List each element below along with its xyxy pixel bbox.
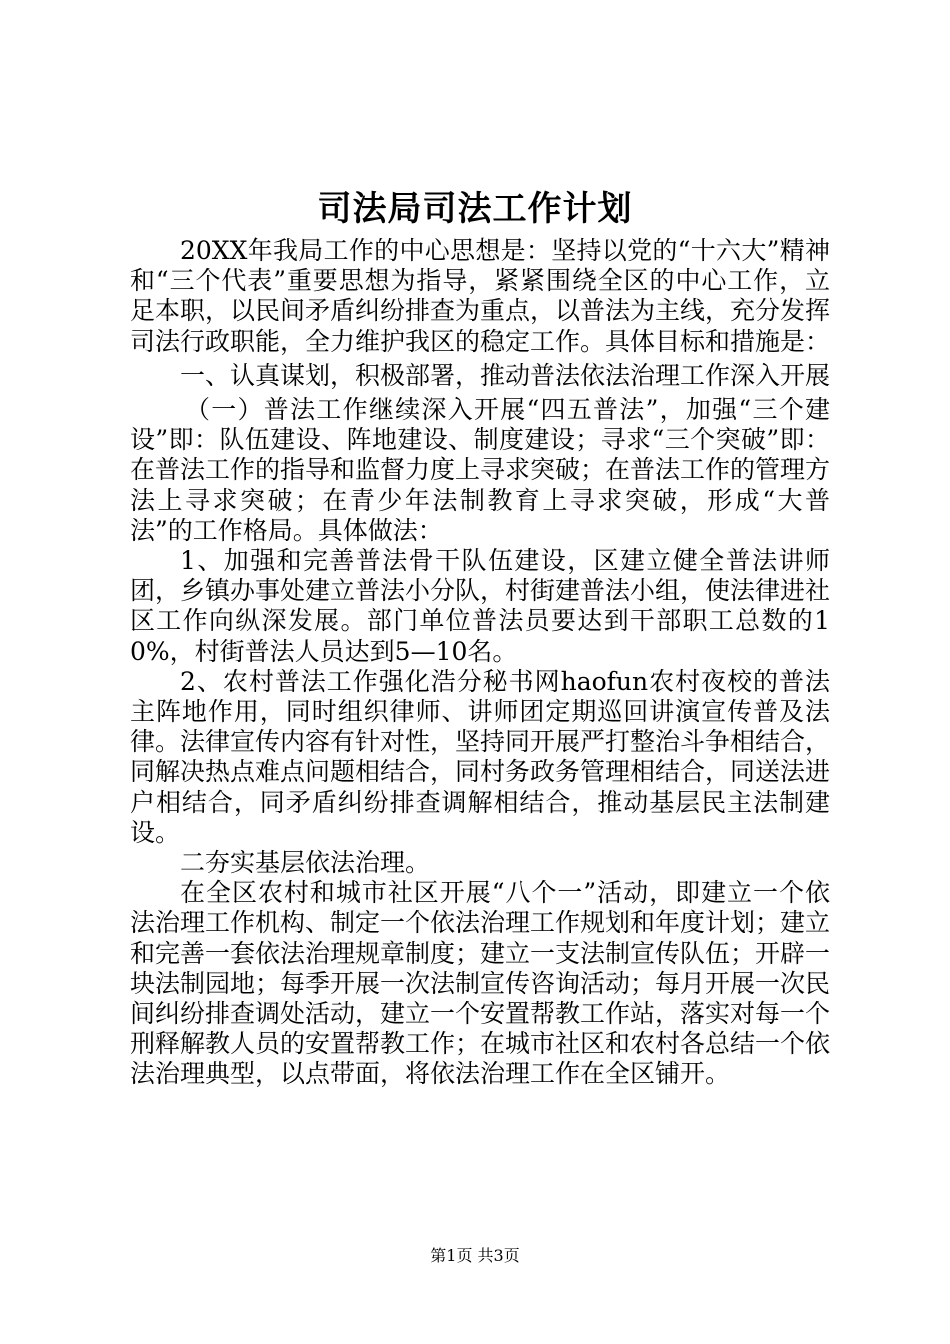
heading-section-2: 二夯实基层依法治理。 <box>180 848 431 878</box>
paragraph-activities: 在全区农村和城市社区开展“八个一”活动，即建立一个依法治理工作机构、制定一个依法治理工作规划和年度计划；建立和完善一套依法治理规章制度；建立一支法制宣传队伍；开辟一块法制园地；每季开展一次法制宣传咨询活动；每月开展一次民间纠纷排查调处活动，建立一个安置帮教工作站，落实对每一个刑释解教人员的安置帮教工作；在城市社区和农村各总结一个依法治理典型，以点带面，将依法治理工作在全区铺开。 <box>130 878 831 1089</box>
heading-section-1: 一、认真谋划，积极部署，推动普法依法治理工作深入开展 <box>180 360 831 390</box>
document-body <box>130 236 830 1090</box>
page-footer: 第1页 共3页 <box>430 1246 520 1265</box>
document-title: 司法局司法工作计划 <box>317 189 633 229</box>
subheading-1: （一）普法工作继续深入开展“四五普法”，加强“三个建设”即：队伍建设、阵地建设、制度建设；寻求“三个突破”即：在普法工作的指导和监督力度上寻求突破；在普法工作的管理方法上寻求突破；在青少年法制教育上寻求突破，形成“大普法”的工作格局。具体做法： <box>130 395 831 545</box>
paragraph-intro: 20XX年我局工作的中心思想是：坚持以党的“十六大”精神和“三个代表”重要思想为指导，紧紧围绕全区的中心工作，立足本职，以民间矛盾纠纷排查为重点，以普法为主线，充分发挥司法行政职能，全力维护我区的稳定工作。具体目标和措施是： <box>130 236 831 356</box>
paragraph-item-2: 2、农村普法工作强化浩分秘书网haofun农村夜校的普法主阵地作用，同时组织律师、讲师团定期巡回讲演宣传普及法律。法律宣传内容有针对性，坚持同开展严打整治斗争相结合，同解决热点难点问题相结合，同村务政务管理相结合，同送法进户相结合，同矛盾纠纷排查调解相结合，推动基层民主法制建设。 <box>130 666 831 847</box>
paragraph-item-1: 1、加强和完善普法骨干队伍建设，区建立健全普法讲师团，乡镇办事处建立普法小分队，村街建普法小组，使法律进社区工作向纵深发展。部门单位普法员要达到干部职工总数的10%，村街普法人员达到5—10名。 <box>130 546 831 666</box>
